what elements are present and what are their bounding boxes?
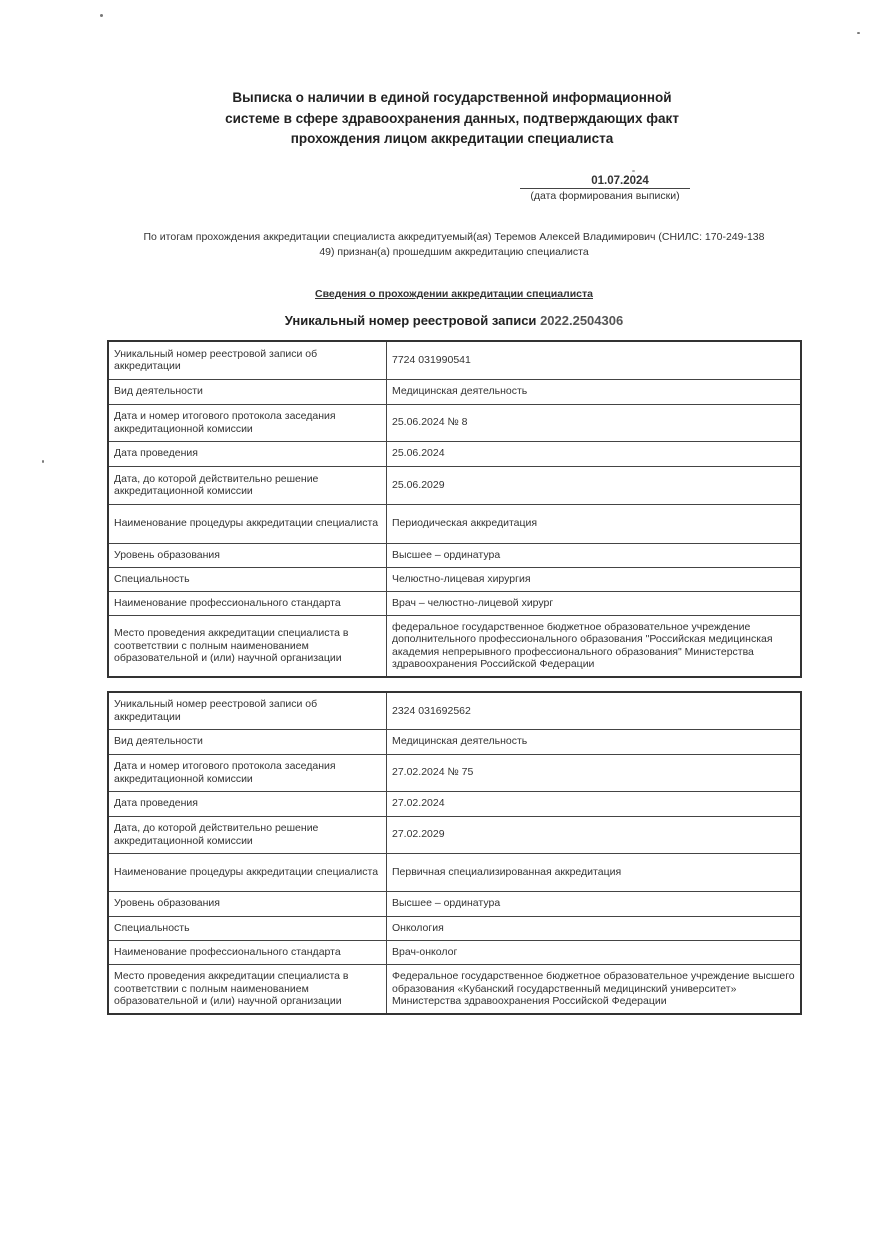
intro-line: 49) признан(а) прошедшим аккредитацию специалиста bbox=[319, 245, 589, 258]
row-label: Наименование процедуры аккредитации специалиста bbox=[108, 853, 387, 891]
formation-date: 01.07.2024 bbox=[520, 175, 690, 189]
registry-title bbox=[106, 313, 802, 328]
row-label: Место проведения аккредитации специалиста в соответствии с полным наименованием образовательной и (или) научной организации bbox=[108, 615, 387, 677]
table-row bbox=[108, 504, 801, 543]
table-row bbox=[108, 567, 801, 591]
table-row bbox=[108, 404, 801, 441]
table-row bbox=[108, 591, 801, 615]
intro-line: По итогам прохождения аккредитации специалиста аккредитуемый(ая) Теремов Алексей Владимирович (СНИЛС: 170-249-138 bbox=[143, 231, 765, 243]
row-value: Онкология bbox=[387, 916, 802, 940]
row-value: Первичная специализированная аккредитация bbox=[387, 853, 802, 891]
row-label: Специальность bbox=[108, 916, 387, 940]
row-value: Медицинская деятельность bbox=[387, 379, 802, 404]
row-label: Вид деятельности bbox=[108, 729, 387, 754]
table-row bbox=[108, 940, 801, 964]
row-label: Наименование профессионального стандарта bbox=[108, 940, 387, 964]
table-row bbox=[108, 729, 801, 754]
row-label: Дата и номер итогового протокола заседания аккредитационной комиссии bbox=[108, 404, 387, 441]
row-value: 25.06.2024 bbox=[387, 441, 802, 466]
registry-number: 2022.2504306 bbox=[540, 313, 624, 328]
title-line: прохождения лицом аккредитации специалиста bbox=[290, 131, 614, 146]
row-label: Уникальный номер реестровой записи об аккредитации bbox=[108, 341, 387, 379]
table-row bbox=[108, 816, 801, 853]
document-title bbox=[150, 88, 754, 150]
accreditation-table-2 bbox=[107, 691, 802, 1015]
table-row bbox=[108, 791, 801, 816]
row-label: Уровень образования bbox=[108, 543, 387, 567]
row-label: Уникальный номер реестровой записи об аккредитации bbox=[108, 692, 387, 729]
row-value: 27.02.2024 bbox=[387, 791, 802, 816]
scan-speck bbox=[42, 460, 44, 463]
table-row bbox=[108, 964, 801, 1014]
row-value: Челюстно-лицевая хирургия bbox=[387, 567, 802, 591]
row-label: Вид деятельности bbox=[108, 379, 387, 404]
row-label: Дата, до которой действительно решение аккредитационной комиссии bbox=[108, 466, 387, 504]
row-label: Дата и номер итогового протокола заседания аккредитационной комиссии bbox=[108, 754, 387, 791]
row-value: 25.06.2029 bbox=[387, 466, 802, 504]
row-value: Высшее – ординатура bbox=[387, 891, 802, 916]
table-row bbox=[108, 692, 801, 729]
row-label: Уровень образования bbox=[108, 891, 387, 916]
row-value: 25.06.2024 № 8 bbox=[387, 404, 802, 441]
row-label: Специальность bbox=[108, 567, 387, 591]
row-value: Врач – челюстно-лицевой хирург bbox=[387, 591, 802, 615]
formation-date-caption: (дата формирования выписки) bbox=[530, 190, 680, 202]
row-value: Врач-онколог bbox=[387, 940, 802, 964]
table-row bbox=[108, 916, 801, 940]
table-row bbox=[108, 441, 801, 466]
row-value: федеральное государственное бюджетное образовательное учреждение дополнительного профессионального образования "Российская медицинская академия непрерывного профессионального образования" Министерства здравоохранения Российской Федерации bbox=[387, 615, 802, 677]
table-row bbox=[108, 754, 801, 791]
row-value: Периодическая аккредитация bbox=[387, 504, 802, 543]
row-label: Дата проведения bbox=[108, 791, 387, 816]
table-row bbox=[108, 891, 801, 916]
row-value: 27.02.2029 bbox=[387, 816, 802, 853]
row-value: Федеральное государственное бюджетное образовательное учреждение высшего образования «Кубанский государственный медицинский университет» Министерства здравоохранения Российской Федерации bbox=[387, 964, 802, 1014]
row-label: Дата проведения bbox=[108, 441, 387, 466]
row-value: 27.02.2024 № 75 bbox=[387, 754, 802, 791]
table-row bbox=[108, 341, 801, 379]
registry-label: Уникальный номер реестровой записи bbox=[284, 313, 537, 328]
row-value: Высшее – ординатура bbox=[387, 543, 802, 567]
scan-speck bbox=[632, 170, 635, 172]
row-value: Медицинская деятельность bbox=[387, 729, 802, 754]
scan-speck bbox=[857, 32, 860, 34]
intro-paragraph bbox=[106, 230, 802, 259]
table-row bbox=[108, 379, 801, 404]
title-line: системе в сфере здравоохранения данных, подтверждающих факт bbox=[225, 110, 679, 126]
accreditation-table-1 bbox=[107, 340, 802, 678]
title-line: Выписка о наличии в единой государственной информационной bbox=[232, 90, 672, 105]
row-label: Наименование профессионального стандарта bbox=[108, 591, 387, 615]
scan-speck bbox=[100, 14, 103, 17]
date-block bbox=[520, 175, 690, 202]
row-value: 7724 031990541 bbox=[387, 341, 802, 379]
row-value: 2324 031692562 bbox=[387, 692, 802, 729]
table-row bbox=[108, 466, 801, 504]
table-row bbox=[108, 615, 801, 677]
row-label: Место проведения аккредитации специалиста в соответствии с полным наименованием образовательной и (или) научной организации bbox=[108, 964, 387, 1014]
table-row bbox=[108, 543, 801, 567]
table-row bbox=[108, 853, 801, 891]
row-label: Дата, до которой действительно решение аккредитационной комиссии bbox=[108, 816, 387, 853]
row-label: Наименование процедуры аккредитации специалиста bbox=[108, 504, 387, 543]
section-heading: Сведения о прохождении аккредитации специалиста bbox=[315, 288, 593, 300]
